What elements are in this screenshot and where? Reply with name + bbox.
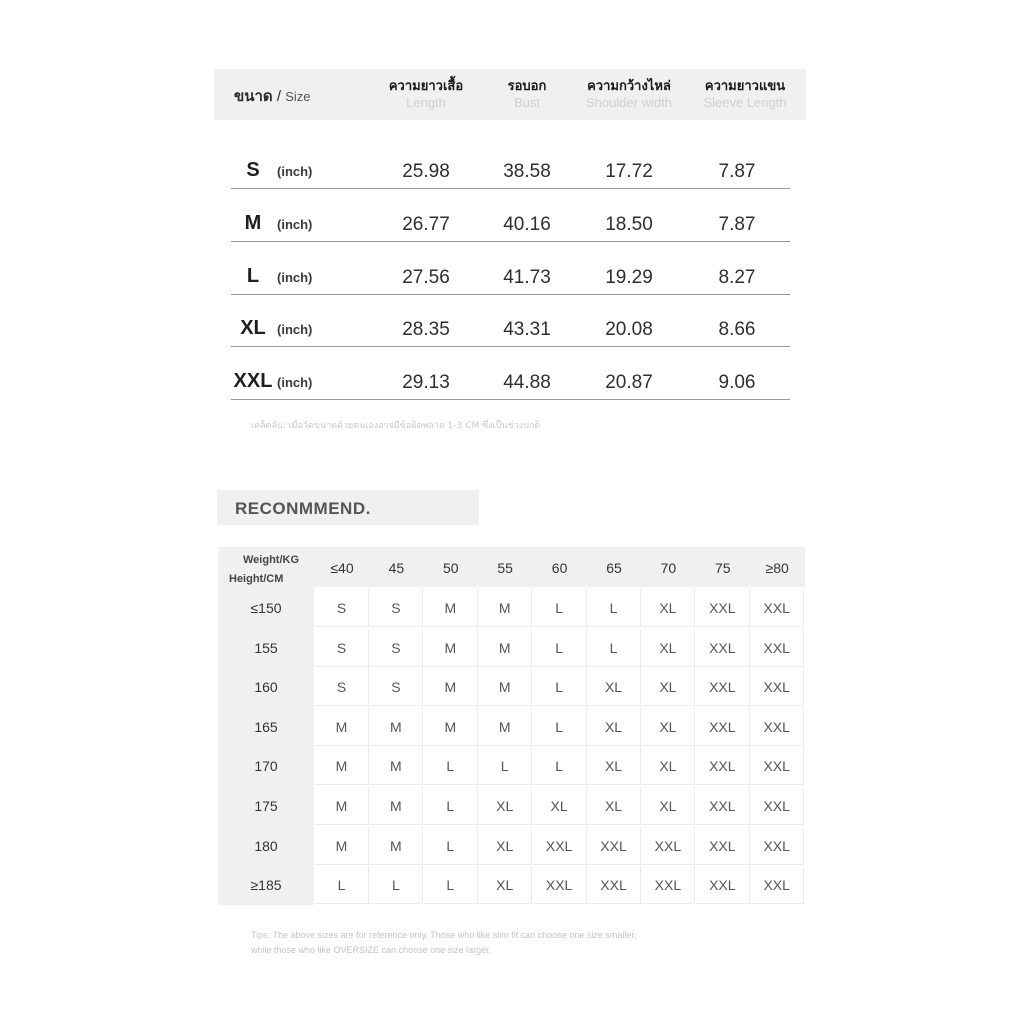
measurement-note: เคล็ดลับ: เมื่อวัดขนาดด้วยตนเองอาจมีข้อผิดพลาด 1-3 CM ซึ่งเป็นช่วงปกติ bbox=[251, 421, 541, 431]
size-unit: (inch) bbox=[277, 164, 313, 179]
size-value: 44.88 bbox=[503, 372, 551, 393]
size-row bbox=[231, 136, 790, 189]
size-name: M bbox=[244, 212, 262, 234]
column-title-en: Length bbox=[406, 95, 446, 110]
recommend-cell: M bbox=[315, 747, 369, 785]
recommend-cell: XXL bbox=[696, 668, 750, 706]
recommend-cell: XL bbox=[587, 708, 641, 746]
recommend-cell: XL bbox=[533, 787, 587, 825]
recommend-cell: M bbox=[315, 827, 369, 865]
recommend-cell: XXL bbox=[533, 827, 587, 865]
size-value: 8.66 bbox=[718, 319, 756, 340]
sleeve-column-header bbox=[680, 78, 810, 111]
height-row-label: 165 bbox=[254, 718, 278, 735]
recommend-cell: XL bbox=[587, 747, 641, 785]
recommend-cell: L bbox=[587, 629, 641, 667]
column-title-th: รอบอก bbox=[507, 79, 547, 94]
size-label-th: ขนาด bbox=[234, 87, 273, 105]
size-value: 38.58 bbox=[503, 161, 551, 182]
recommend-cell: M bbox=[424, 668, 478, 706]
column-title-th: ความยาวเสื้อ bbox=[388, 79, 464, 94]
recommend-cell: M bbox=[424, 589, 478, 627]
height-row-label: 175 bbox=[254, 798, 278, 814]
recommend-cell: M bbox=[424, 629, 478, 667]
recommend-cell: XXL bbox=[696, 629, 750, 667]
row-divider bbox=[231, 399, 790, 400]
height-row-label: 170 bbox=[254, 758, 278, 775]
recommend-cell: XL bbox=[641, 668, 695, 706]
recommend-cell: XL bbox=[641, 747, 695, 785]
weight-column-header: 70 bbox=[660, 560, 677, 576]
column-title-en: Sleeve Length bbox=[703, 95, 787, 110]
recommend-cell: S bbox=[369, 589, 423, 627]
recommend-cell: L bbox=[533, 668, 587, 706]
size-name: S bbox=[246, 159, 260, 181]
recommend-cell: S bbox=[315, 668, 369, 706]
recommend-table bbox=[218, 547, 805, 905]
recommend-cell: XXL bbox=[750, 629, 804, 667]
recommend-cell: M bbox=[315, 708, 369, 746]
weight-column-header: 45 bbox=[388, 560, 405, 576]
recommend-cell: L bbox=[533, 589, 587, 627]
recommend-cell: L bbox=[424, 866, 478, 904]
recommend-cell: L bbox=[369, 866, 423, 904]
shoulder-column-header bbox=[564, 78, 694, 111]
recommend-cell: L bbox=[478, 747, 532, 785]
size-value: 41.73 bbox=[503, 267, 551, 288]
weight-column-header: 50 bbox=[443, 560, 459, 576]
recommend-cell: M bbox=[315, 787, 369, 825]
recommend-cell: M bbox=[478, 589, 532, 627]
recommend-cell: XXL bbox=[750, 589, 804, 627]
recommend-cell: XXL bbox=[696, 589, 750, 627]
recommend-cell: XXL bbox=[641, 827, 695, 865]
height-row-label: 160 bbox=[254, 679, 278, 696]
size-name: L bbox=[246, 265, 260, 287]
recommend-cell: S bbox=[315, 629, 369, 667]
weight-column-header: 55 bbox=[497, 560, 513, 576]
recommend-cell: S bbox=[369, 629, 423, 667]
size-value: 20.87 bbox=[605, 372, 653, 393]
size-value: 17.72 bbox=[605, 161, 653, 182]
recommend-cell: XL bbox=[641, 708, 695, 746]
size-value: 43.31 bbox=[503, 319, 551, 340]
size-value: 26.77 bbox=[402, 214, 450, 235]
height-label: Height/CM bbox=[229, 573, 284, 585]
size-row bbox=[231, 189, 790, 242]
recommend-cell: XL bbox=[478, 866, 532, 904]
recommend-cell: L bbox=[424, 827, 478, 865]
size-unit: (inch) bbox=[277, 217, 313, 232]
recommend-cell: XXL bbox=[696, 866, 750, 904]
recommend-cell: S bbox=[369, 668, 423, 706]
size-value: 29.13 bbox=[402, 372, 450, 393]
size-name: XXL bbox=[233, 370, 273, 392]
weight-column-header: ≤40 bbox=[330, 560, 354, 576]
size-row bbox=[231, 347, 790, 400]
recommend-cell: XL bbox=[587, 787, 641, 825]
weight-column-header: 75 bbox=[715, 560, 731, 576]
recommend-cell: M bbox=[369, 747, 423, 785]
recommend-cell: XXL bbox=[587, 866, 641, 904]
recommend-cell: XXL bbox=[750, 787, 804, 825]
size-row bbox=[231, 294, 790, 347]
recommend-side-column bbox=[218, 587, 314, 905]
tips-note bbox=[251, 928, 771, 958]
size-value: 19.29 bbox=[605, 267, 653, 288]
column-title-th: ความกว้างไหล่ bbox=[587, 79, 671, 94]
recommend-cell: XL bbox=[587, 668, 641, 706]
recommend-cell: M bbox=[478, 629, 532, 667]
recommend-cell: XXL bbox=[696, 827, 750, 865]
size-name: XL bbox=[240, 317, 266, 339]
recommend-cell: L bbox=[424, 747, 478, 785]
recommend-cell: XXL bbox=[750, 747, 804, 785]
recommend-cell: M bbox=[369, 827, 423, 865]
height-row-label: ≤150 bbox=[250, 600, 282, 616]
recommend-cell: XL bbox=[478, 827, 532, 865]
column-title-th: ความยาวแขน bbox=[704, 79, 786, 94]
recommend-cell: XXL bbox=[641, 866, 695, 904]
size-label-en: Size bbox=[285, 89, 311, 104]
weight-column-header: ≥80 bbox=[765, 560, 789, 576]
recommend-cell: M bbox=[478, 668, 532, 706]
recommend-title-bar bbox=[217, 490, 479, 525]
size-value: 9.06 bbox=[718, 372, 756, 393]
recommend-cell: L bbox=[533, 708, 587, 746]
recommend-cell: M bbox=[424, 708, 478, 746]
weight-label: Weight/KG bbox=[243, 554, 300, 566]
size-value: 18.50 bbox=[605, 214, 653, 235]
size-value: 28.35 bbox=[402, 319, 450, 340]
recommend-cell: XXL bbox=[533, 866, 587, 904]
recommend-cell: M bbox=[369, 708, 423, 746]
recommend-header-row bbox=[218, 547, 805, 587]
recommend-cell: XL bbox=[641, 589, 695, 627]
size-value: 20.08 bbox=[605, 319, 653, 340]
size-value: 40.16 bbox=[503, 214, 551, 235]
weight-column-header: 60 bbox=[551, 560, 568, 576]
tips-line-1: Tips: The above sizes are for reference only. Those who like slim fit can choose one size smaller, bbox=[251, 930, 637, 940]
size-value: 25.98 bbox=[402, 161, 450, 182]
recommend-cell: L bbox=[424, 787, 478, 825]
recommend-cell: XXL bbox=[696, 747, 750, 785]
height-row-label: 180 bbox=[254, 837, 278, 854]
recommend-cell: XXL bbox=[750, 866, 804, 904]
weight-column-header: 65 bbox=[606, 560, 622, 576]
size-value: 7.87 bbox=[718, 214, 756, 235]
recommend-cell: XXL bbox=[750, 668, 804, 706]
recommend-cell: XL bbox=[641, 629, 695, 667]
recommend-cell: M bbox=[369, 787, 423, 825]
recommend-cell: XL bbox=[478, 787, 532, 825]
recommend-title: RECONMMEND. bbox=[235, 499, 371, 518]
column-title-en: Shoulder width bbox=[586, 95, 672, 110]
recommend-cell: XXL bbox=[587, 827, 641, 865]
recommend-cell: XL bbox=[641, 787, 695, 825]
tips-line-2: while those who like OVERSIZE can choose one size larger. bbox=[251, 945, 492, 955]
recommend-cell: L bbox=[587, 589, 641, 627]
size-value: 7.87 bbox=[718, 161, 756, 182]
recommend-cell: M bbox=[478, 708, 532, 746]
height-row-label: ≥185 bbox=[250, 877, 282, 894]
size-chart-header bbox=[214, 69, 806, 120]
recommend-cell: L bbox=[315, 866, 369, 904]
recommend-cell: XXL bbox=[696, 708, 750, 746]
recommend-cell: XXL bbox=[696, 787, 750, 825]
recommend-cell: L bbox=[533, 747, 587, 785]
size-row bbox=[231, 242, 790, 295]
size-value: 27.56 bbox=[402, 267, 450, 288]
recommend-cell: XXL bbox=[750, 827, 804, 865]
height-row-label: 155 bbox=[254, 639, 278, 656]
column-title-en: Bust bbox=[513, 95, 540, 110]
size-label-sep: / bbox=[272, 88, 286, 105]
recommend-cell: S bbox=[315, 589, 369, 627]
size-value: 8.27 bbox=[718, 267, 756, 288]
recommend-cell: XXL bbox=[750, 708, 804, 746]
recommend-cell: L bbox=[533, 629, 587, 667]
size-unit: (inch) bbox=[277, 270, 313, 285]
size-unit: (inch) bbox=[277, 322, 313, 337]
size-column-header bbox=[234, 84, 310, 108]
size-unit: (inch) bbox=[277, 375, 313, 390]
